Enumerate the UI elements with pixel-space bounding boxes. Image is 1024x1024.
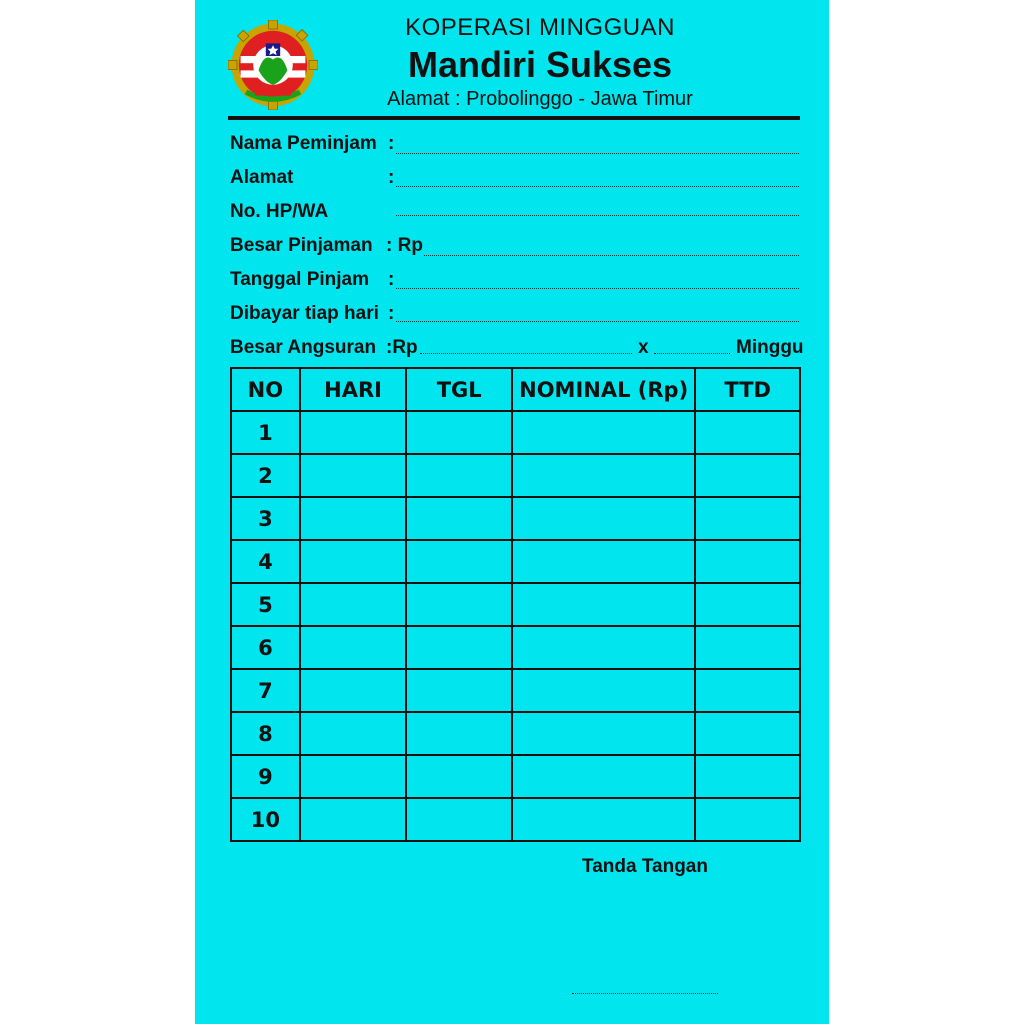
colon-nama-peminjam: : <box>388 133 395 154</box>
cell-hari[interactable] <box>300 712 407 755</box>
label-nama-peminjam: Nama Peminjam <box>230 133 377 154</box>
field-tanggal-pinjam[interactable] <box>396 288 799 289</box>
cell-ttd[interactable] <box>695 583 800 626</box>
table-row <box>231 755 800 798</box>
table-row <box>231 626 800 669</box>
suffix-minggu: Minggu <box>736 337 804 358</box>
colon-dibayar-tiap-hari: : <box>388 303 395 324</box>
header-divider <box>228 116 800 120</box>
cell-ttd[interactable] <box>695 626 800 669</box>
cell-hari[interactable] <box>300 583 407 626</box>
times-sign: x <box>638 337 649 358</box>
cell-ttd[interactable] <box>695 755 800 798</box>
cell-tgl[interactable] <box>406 755 512 798</box>
table-row <box>231 583 800 626</box>
cell-ttd[interactable] <box>695 411 800 454</box>
cell-nominal[interactable] <box>512 411 695 454</box>
field-besar-angsuran[interactable] <box>420 353 632 354</box>
table-row <box>231 411 800 454</box>
row-number: 8 <box>231 712 300 755</box>
cell-hari[interactable] <box>300 798 407 841</box>
header-tgl: TGL <box>406 368 512 411</box>
cell-nominal[interactable] <box>512 712 695 755</box>
cell-tgl[interactable] <box>406 626 512 669</box>
cell-nominal[interactable] <box>512 755 695 798</box>
colon-tanggal-pinjam: : <box>388 269 395 290</box>
cell-nominal[interactable] <box>512 798 695 841</box>
field-nama-peminjam[interactable] <box>396 153 799 154</box>
table-row <box>231 798 800 841</box>
cooperative-type-title: KOPERASI MINGGUAN <box>405 14 675 41</box>
label-besar-angsuran: Besar Angsuran <box>230 337 377 358</box>
label-besar-pinjaman: Besar Pinjaman <box>230 235 373 256</box>
header-ttd: TTD <box>695 368 800 411</box>
header-no: NO <box>231 368 300 411</box>
cell-ttd[interactable] <box>695 712 800 755</box>
row-number: 1 <box>231 411 300 454</box>
prefix-besar-pinjaman: : Rp <box>386 235 423 256</box>
label-no-hp-wa: No. HP/WA <box>230 201 329 222</box>
table-row <box>231 540 800 583</box>
cell-hari[interactable] <box>300 497 407 540</box>
cell-tgl[interactable] <box>406 798 512 841</box>
cell-nominal[interactable] <box>512 540 695 583</box>
cell-nominal[interactable] <box>512 583 695 626</box>
cell-hari[interactable] <box>300 411 407 454</box>
cell-ttd[interactable] <box>695 497 800 540</box>
cell-tgl[interactable] <box>406 669 512 712</box>
row-number: 7 <box>231 669 300 712</box>
row-number: 5 <box>231 583 300 626</box>
cell-tgl[interactable] <box>406 497 512 540</box>
label-tanggal-pinjam: Tanggal Pinjam <box>230 269 370 290</box>
colon-alamat: : <box>388 167 395 188</box>
cooperative-name: Mandiri Sukses <box>407 44 673 85</box>
cell-tgl[interactable] <box>406 540 512 583</box>
header-hari: HARI <box>300 368 407 411</box>
prefix-besar-angsuran: :Rp <box>386 337 418 358</box>
cell-nominal[interactable] <box>512 497 695 540</box>
header-nominal: NOMINAL (Rp) <box>512 368 695 411</box>
cell-nominal[interactable] <box>512 626 695 669</box>
table-row <box>231 454 800 497</box>
row-number: 6 <box>231 626 300 669</box>
field-alamat[interactable] <box>396 186 799 187</box>
cell-tgl[interactable] <box>406 712 512 755</box>
row-number: 9 <box>231 755 300 798</box>
row-number: 3 <box>231 497 300 540</box>
field-dibayar-tiap-hari[interactable] <box>396 321 799 322</box>
cell-ttd[interactable] <box>695 798 800 841</box>
cell-ttd[interactable] <box>695 540 800 583</box>
table-row <box>231 669 800 712</box>
field-no-hp-wa[interactable] <box>396 215 799 216</box>
signature-line[interactable] <box>572 993 718 994</box>
signature-label: Tanda Tangan <box>582 856 708 877</box>
label-dibayar-tiap-hari: Dibayar tiap hari <box>230 303 379 324</box>
table-header-row <box>231 368 800 411</box>
cell-ttd[interactable] <box>695 454 800 497</box>
row-number: 10 <box>231 798 300 841</box>
koperasi-logo-icon <box>228 20 318 110</box>
cell-hari[interactable] <box>300 540 407 583</box>
cell-tgl[interactable] <box>406 411 512 454</box>
cooperative-address: Alamat : Probolinggo - Jawa Timur <box>387 88 693 110</box>
cell-hari[interactable] <box>300 626 407 669</box>
table-row <box>231 712 800 755</box>
field-besar-pinjaman[interactable] <box>424 255 799 256</box>
cell-nominal[interactable] <box>512 454 695 497</box>
row-number: 2 <box>231 454 300 497</box>
label-alamat: Alamat <box>230 167 294 188</box>
cell-ttd[interactable] <box>695 669 800 712</box>
row-number: 4 <box>231 540 300 583</box>
cell-hari[interactable] <box>300 669 407 712</box>
cell-nominal[interactable] <box>512 669 695 712</box>
table-row <box>231 497 800 540</box>
installment-table <box>230 367 801 842</box>
cell-tgl[interactable] <box>406 583 512 626</box>
cell-tgl[interactable] <box>406 454 512 497</box>
cell-hari[interactable] <box>300 454 407 497</box>
cell-hari[interactable] <box>300 755 407 798</box>
field-jumlah-minggu[interactable] <box>654 353 730 354</box>
